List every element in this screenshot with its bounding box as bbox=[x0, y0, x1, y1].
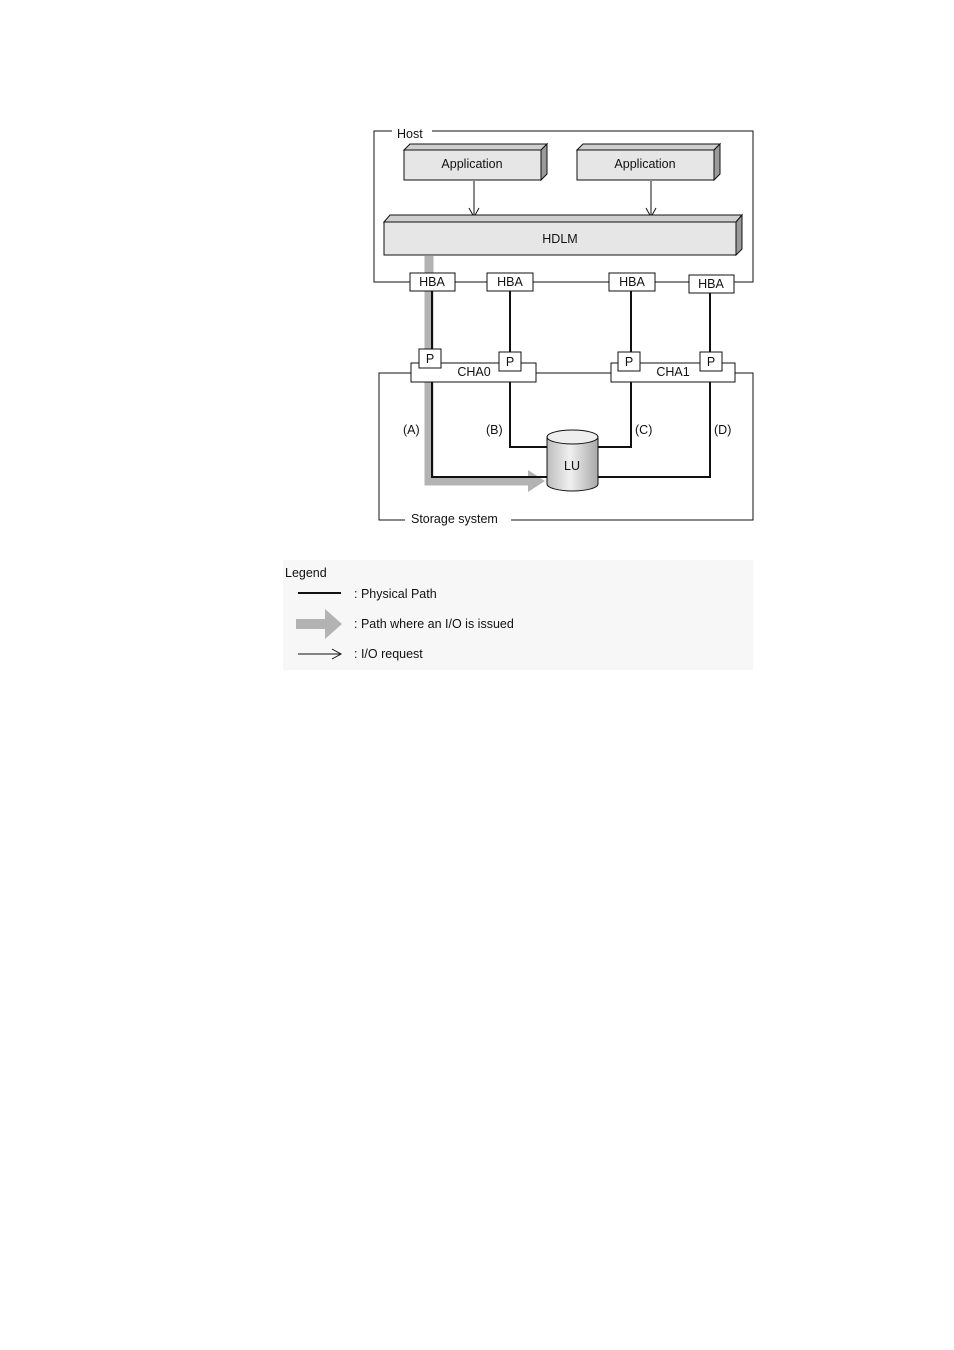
physical-path-a bbox=[432, 291, 547, 477]
hba-label-1: HBA bbox=[419, 275, 445, 289]
hba-box-4 bbox=[689, 275, 734, 293]
lu-label: LU bbox=[564, 459, 580, 473]
port-box-1 bbox=[419, 349, 441, 368]
port-label-1: P bbox=[425, 352, 435, 366]
application-box-2 bbox=[577, 144, 720, 180]
legend-io-path-label: : Path where an I/O is issued bbox=[354, 617, 514, 631]
port-box-3 bbox=[618, 352, 640, 371]
port-label-3: P bbox=[624, 355, 634, 369]
physical-path-d bbox=[598, 293, 710, 477]
hdlm-label: HDLM bbox=[542, 232, 578, 246]
port-box-2 bbox=[499, 352, 521, 371]
cha1-label: CHA1 bbox=[656, 365, 690, 379]
path-label-b: (B) bbox=[486, 423, 503, 437]
port-label-2: P bbox=[505, 355, 515, 369]
port-box-4 bbox=[700, 352, 722, 371]
hba-label-4: HBA bbox=[698, 277, 724, 291]
application-label-1: Application bbox=[441, 157, 503, 171]
hdlm-box bbox=[384, 215, 742, 255]
hba-box-3 bbox=[609, 273, 655, 291]
port-label-4: P bbox=[706, 355, 716, 369]
legend-title: Legend bbox=[285, 566, 327, 580]
path-label-c: (C) bbox=[635, 423, 653, 437]
hba-label-2: HBA bbox=[497, 275, 523, 289]
io-request-arrow-1 bbox=[469, 181, 479, 217]
application-label-2: Application bbox=[614, 157, 676, 171]
cha0-label: CHA0 bbox=[457, 365, 491, 379]
host-label: Host bbox=[397, 127, 423, 141]
path-label-a: (A) bbox=[403, 423, 420, 437]
legend-physical-path-label: : Physical Path bbox=[354, 587, 437, 601]
hba-box-1 bbox=[410, 273, 455, 291]
hba-box-2 bbox=[487, 273, 533, 291]
path-label-d: (D) bbox=[714, 423, 732, 437]
legend-io-request-label: : I/O request bbox=[354, 647, 423, 661]
storage-label: Storage system bbox=[411, 512, 498, 526]
lu-cylinder bbox=[547, 430, 598, 491]
application-box-1 bbox=[404, 144, 547, 180]
io-request-arrow-2 bbox=[646, 181, 656, 217]
hba-label-3: HBA bbox=[619, 275, 645, 289]
